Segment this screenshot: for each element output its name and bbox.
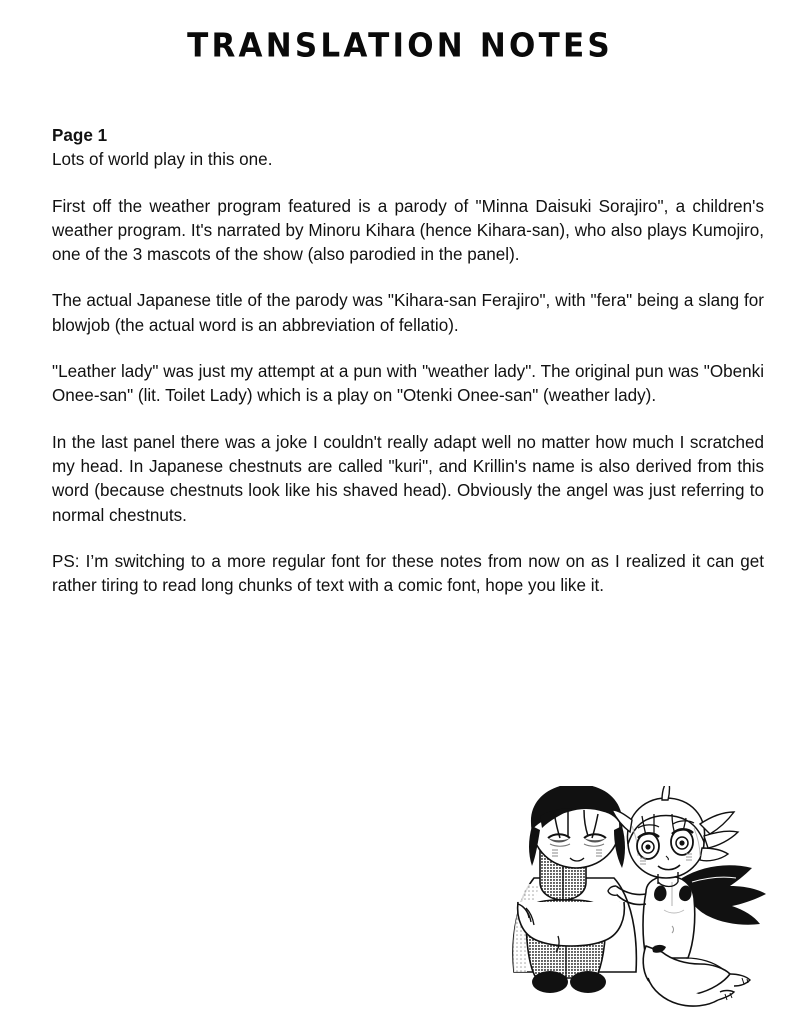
notes-body <box>52 124 764 598</box>
note-paragraph: PS: I’m switching to a more regular font for these notes from now on as I realized it can get rather tiring to read long chunks of text with a comic font, hope you like it. <box>52 551 764 596</box>
note-paragraph: In the last panel there was a joke I couldn't really adapt well no matter how much I scratched my head. In Japanese chestnuts are called "kuri", and Krillin's name is also derived from this word (because chestnuts look like his shaved head). Obviously the angel was just referring to normal chestnuts. <box>52 432 764 525</box>
illustration-artwork <box>496 786 786 1018</box>
manga-illustration <box>496 786 786 1018</box>
page-section-subheading: Lots of world play in this one. <box>52 150 273 170</box>
page-title: TRANSLATION NOTES <box>187 27 613 65</box>
note-paragraph: First off the weather program featured is a parody of "Minna Daisuki Sorajiro", a children's weather program. It's narrated by Minoru Kihara (hence Kihara-san), who also plays Kumojiro, one of the 3 mascots of the show (also parodied in the panel). <box>52 196 764 265</box>
page-section-heading: Page 1 <box>52 126 108 145</box>
note-paragraph: "Leather lady" was just my attempt at a pun with "weather lady". The original pun was "Obenki Onee-san" (lit. Toilet Lady) which is a play on "Otenki Onee-san" (weather lady). <box>52 362 764 406</box>
note-paragraph: The actual Japanese title of the parody was "Kihara-san Ferajiro", with "fera" being a slang for blowjob (the actual word is an abbreviation of fellatio). <box>52 291 764 335</box>
page-section-block <box>52 124 764 173</box>
